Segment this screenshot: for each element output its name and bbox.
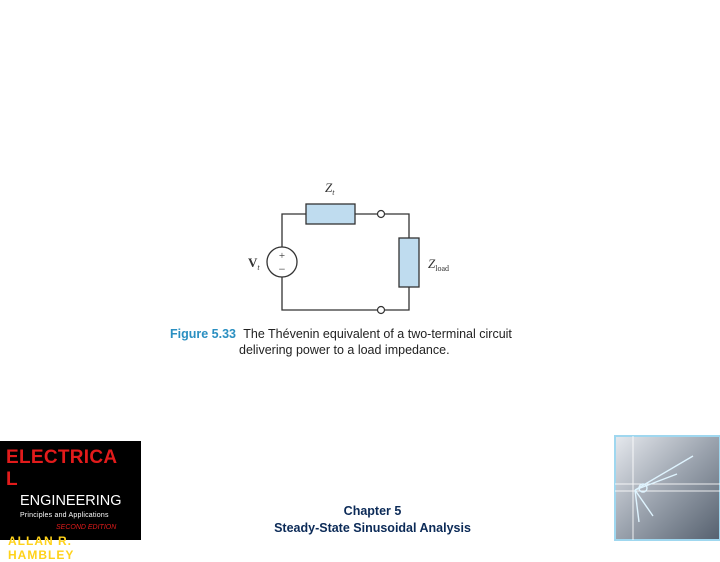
wire-bottom <box>282 276 378 310</box>
chapter-title: Steady-State Sinusoidal Analysis <box>274 521 471 535</box>
source-label: $V_t$ <box>248 255 260 272</box>
source-minus: − <box>278 262 286 276</box>
chapter-heading <box>240 503 505 537</box>
book-author: ALLAN R. HAMBLEY <box>8 534 75 562</box>
terminal-bottom <box>378 307 385 314</box>
wire-top-left <box>282 214 306 248</box>
caption-line-2: delivering power to a load impedance. <box>239 343 450 357</box>
book-edition: SECOND EDITION <box>56 524 117 531</box>
book-subtitle: ENGINEERING <box>20 493 122 509</box>
series-impedance <box>306 204 355 224</box>
source-plus: + <box>278 250 286 262</box>
figure-label: Figure 5.33 <box>170 327 236 341</box>
caption-line-1: The Thévenin equivalent of a two-terminal circuit <box>243 327 512 341</box>
book-tagline: Principles and Applications <box>20 512 109 519</box>
phasor-logo <box>615 436 720 540</box>
wire-load-bottom <box>384 287 409 310</box>
phasor-logo-icon <box>615 436 720 540</box>
terminal-top <box>378 211 385 218</box>
circuit-wires <box>282 214 409 310</box>
figure-caption <box>170 326 560 358</box>
load-impedance-label: $Z_{load}$ <box>428 256 450 273</box>
book-title: ELECTRICA L <box>6 447 118 490</box>
wire-load-top <box>384 214 409 238</box>
figure-5-33 <box>160 170 560 360</box>
book-cover-banner <box>0 441 141 562</box>
chapter-number: Chapter 5 <box>343 504 402 518</box>
series-impedance-label: $Z_t$ <box>325 180 335 197</box>
load-impedance <box>399 238 419 287</box>
